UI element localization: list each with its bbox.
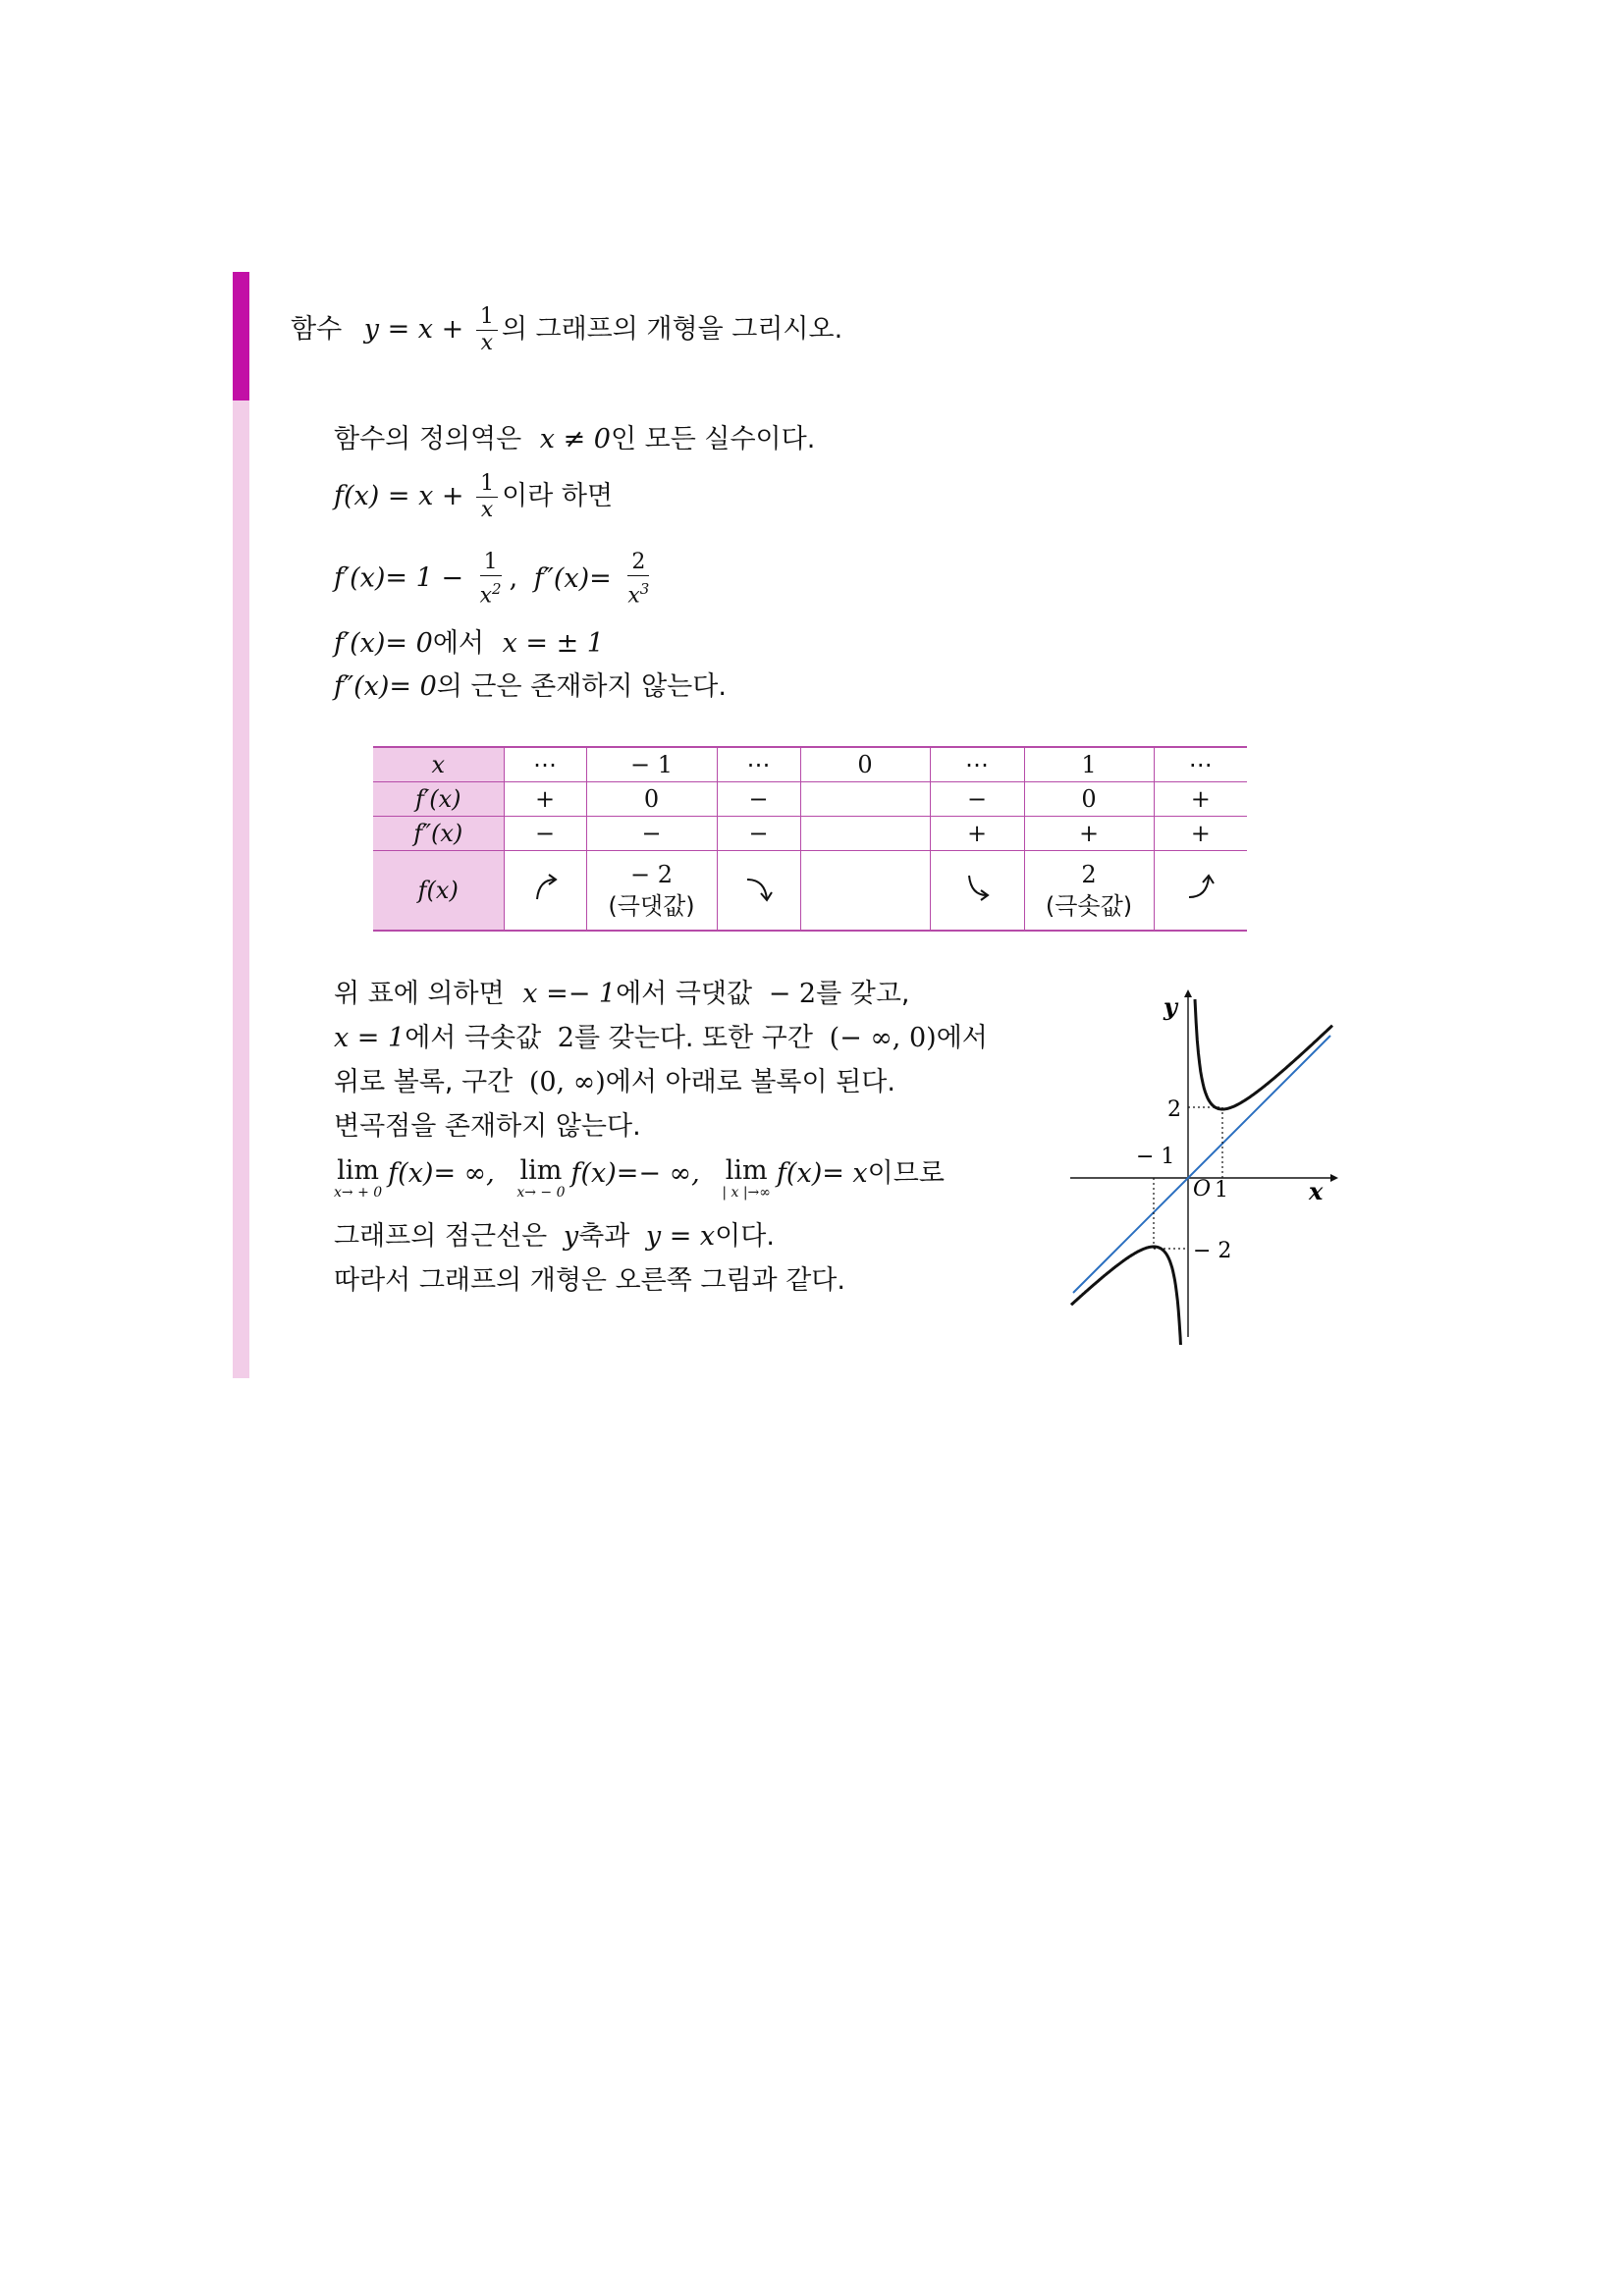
variation-table: [373, 746, 1247, 932]
increasing-concave-down-arrow-icon: [504, 851, 586, 932]
table-row-x: x ⋯ − 1 ⋯ 0 ⋯ 1 ⋯: [373, 747, 1247, 782]
origin-label: O: [1193, 1177, 1212, 1201]
solution-line-1: 함수의 정의역은 x ≠ 0인 모든 실수이다.: [334, 424, 816, 454]
table-row-f-double-prime: f″(x) − − − + + +: [373, 817, 1247, 851]
local-max-cell: − 2 (극댓값): [586, 851, 717, 932]
table-header-f-double-prime: f″(x): [373, 817, 504, 851]
y-axis-arrow-icon: [1184, 989, 1192, 997]
problem-suffix: 의 그래프의 개형을 그리시오.: [501, 314, 843, 345]
problem-accent-bar: [233, 272, 249, 400]
conclusion-line-1: 위 표에 의하면 x =− 1에서 극댓값 − 2를 갖고,: [334, 979, 910, 1009]
y-axis-label: y: [1164, 992, 1177, 1021]
conclusion-line-7: 따라서 그래프의 개형은 오른쪽 그림과 같다.: [334, 1265, 845, 1296]
table-row-f-prime: f′(x) + 0 − − 0 +: [373, 782, 1247, 817]
problem-equation: y = x +: [363, 314, 464, 345]
curve-branch-left: [1071, 1247, 1181, 1345]
solution-line-4: f′(x)= 0에서 x = ± 1: [334, 628, 604, 659]
tick-label-neg2: − 2: [1193, 1239, 1232, 1263]
tick-label-neg1: − 1: [1136, 1145, 1175, 1169]
table-header-f: f(x): [373, 851, 504, 932]
conclusion-line-3: 위로 볼록, 구간 (0, ∞)에서 아래로 볼록이 된다.: [334, 1067, 895, 1097]
table-header-x: x: [373, 747, 504, 782]
tick-label-1: 1: [1215, 1178, 1228, 1202]
solution-line-3: f′(x)= 1 − $\frac{1}{x^2}$ , f″(x)= $\frac{2}{x^3}$: [334, 550, 650, 609]
local-min-cell: 2 (극솟값): [1024, 851, 1154, 932]
increasing-concave-up-arrow-icon: [1154, 851, 1247, 932]
x-axis-label: x: [1309, 1177, 1324, 1205]
solution-accent-bar: [233, 400, 249, 1378]
table-header-f-prime: f′(x): [373, 782, 504, 817]
table-row-f: [373, 851, 1247, 932]
conclusion-line-4: 변곡점을 존재하지 않는다.: [334, 1111, 641, 1142]
decreasing-concave-down-arrow-icon: [717, 851, 800, 932]
problem-prefix: 함수: [291, 314, 343, 345]
tick-label-2: 2: [1167, 1097, 1181, 1122]
function-graph: [1065, 982, 1340, 1345]
conclusion-line-6: 그래프의 점근선은 y축과 y = x이다.: [334, 1221, 775, 1252]
x-axis-arrow-icon: [1330, 1174, 1338, 1182]
solution-line-2: f(x) = x + $\frac{1}{x}$ 이라 하면: [334, 471, 614, 522]
problem-fraction: $\frac{1}{x}$: [476, 304, 498, 356]
limits-line: lim x→ + 0 f(x)= ∞, lim x→ − 0 f(x)=− ∞, lim | x |→∞ f(x)= x이므로: [334, 1155, 945, 1201]
decreasing-concave-up-arrow-icon: [930, 851, 1024, 932]
solution-line-5: f″(x)= 0의 근은 존재하지 않는다.: [334, 671, 727, 702]
problem-statement: [291, 304, 842, 356]
conclusion-line-2: x = 1에서 극솟값 2를 갖는다. 또한 구간 (− ∞, 0)에서: [334, 1023, 988, 1053]
